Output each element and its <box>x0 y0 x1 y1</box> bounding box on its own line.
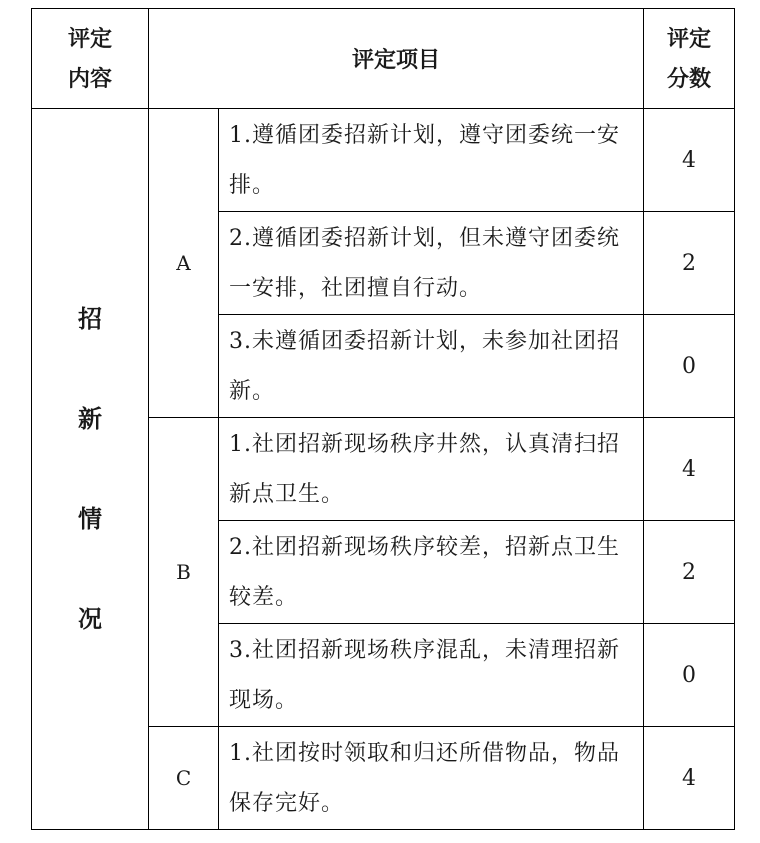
group-label-c: C <box>149 727 219 830</box>
header-eval-score <box>644 9 735 109</box>
category-cell <box>32 109 149 830</box>
group-label-b: B <box>149 418 219 727</box>
item-text: 2.遵循团委招新计划，但未遵守团委统一安排，社团擅自行动。 <box>219 212 644 315</box>
item-text: 3.未遵循团委招新计划，未参加社团招新。 <box>219 315 644 418</box>
item-text: 1.社团招新现场秩序井然，认真清扫招新点卫生。 <box>219 418 644 521</box>
evaluation-table <box>31 8 735 830</box>
header-eval-score-line1: 评定 <box>666 25 711 52</box>
category-char: 招 <box>78 304 102 333</box>
item-score: 0 <box>644 624 735 727</box>
header-eval-content-line1: 评定 <box>67 25 112 52</box>
item-score: 4 <box>644 418 735 521</box>
item-text: 1.社团按时领取和归还所借物品，物品保存完好。 <box>219 727 644 830</box>
header-eval-items: 评定项目 <box>149 9 644 109</box>
category-char: 情 <box>78 504 102 533</box>
category-char: 新 <box>78 404 102 433</box>
header-eval-content <box>32 9 149 109</box>
item-text: 1.遵循团委招新计划，遵守团委统一安排。 <box>219 109 644 212</box>
header-row <box>32 9 735 109</box>
item-text: 3.社团招新现场秩序混乱，未清理招新现场。 <box>219 624 644 727</box>
group-label-a: A <box>149 109 219 418</box>
item-score: 4 <box>644 109 735 212</box>
item-text: 2.社团招新现场秩序较差，招新点卫生较差。 <box>219 521 644 624</box>
item-score: 4 <box>644 727 735 830</box>
item-score: 2 <box>644 521 735 624</box>
header-eval-score-line2: 分数 <box>666 65 711 92</box>
category-char: 况 <box>78 604 102 633</box>
table-row <box>32 109 735 212</box>
item-score: 2 <box>644 212 735 315</box>
item-score: 0 <box>644 315 735 418</box>
header-eval-content-line2: 内容 <box>67 65 112 92</box>
